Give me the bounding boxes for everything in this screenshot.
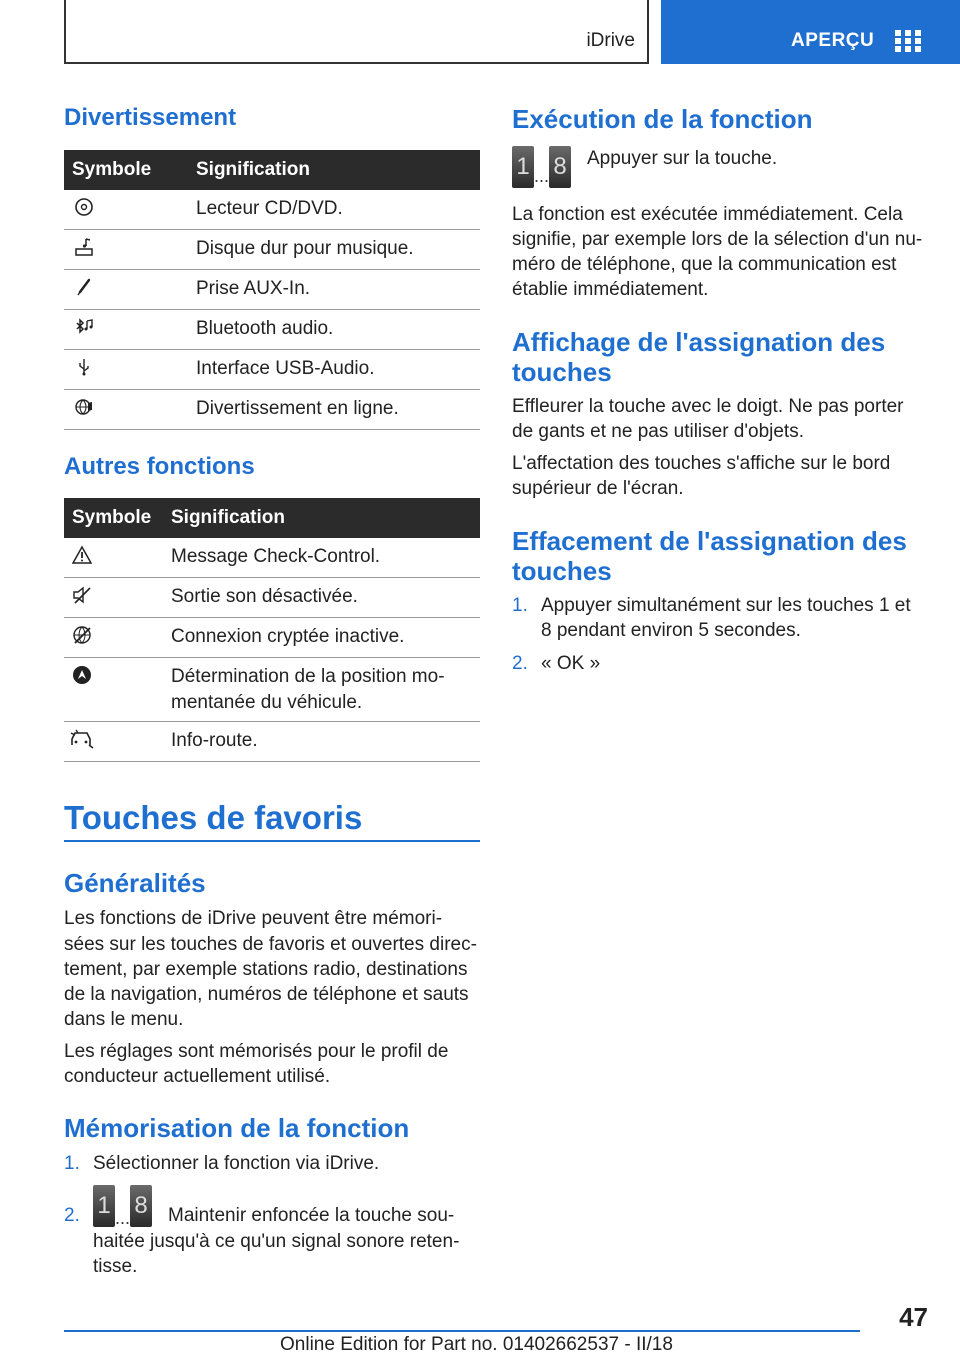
online-entertainment-icon [74,397,94,417]
clear-title-line: Effacement de l'assignation des [512,526,907,556]
list-number: 2. [64,1205,80,1226]
aux-in-icon [74,277,94,297]
list-text: 8 pendant environ 5 secondes. [541,620,801,641]
vehicle-position-icon [72,665,92,685]
display-title [512,327,885,387]
list-text: tisse. [93,1256,138,1277]
header-section-label: iDrive [586,30,635,51]
entertainment-table [64,150,480,430]
general-line: Les fonctions de iDrive peuvent être mémori- [64,908,443,929]
exec-title: Exécution de la fonction [512,104,813,134]
display-line: L'affectation des touches s'affiche sur le bord [512,453,891,474]
key-1-image: 1 [512,146,534,188]
exec-line: établie immédiatement. [512,279,709,300]
list-item [512,593,928,645]
row-text: Connexion cryptée inactive. [171,626,405,647]
display-line: de gants et ne pas utiliser d'objets. [512,421,804,442]
list-item [64,1185,480,1280]
header-chapter-tab[interactable] [661,0,960,64]
col-symbol-header: Symbole [72,159,152,180]
list-text: Appuyer simultanément sur les touches 1 et [541,595,911,616]
key-dots: ... [534,166,550,186]
table-row [64,390,480,430]
header-section-box [64,0,649,64]
exec-press-text: Appuyer sur la touche. [587,148,778,169]
usb-icon [74,357,94,377]
display-title-line: touches [512,357,612,387]
bluetooth-audio-icon [74,317,94,337]
col-meaning-header: Signification [171,507,285,528]
list-text: « OK » [541,653,601,674]
row-text: Lecteur CD/DVD. [196,198,343,219]
exec-line: La fonction est exécutée immédiatement. Cela [512,204,903,225]
list-item [64,1151,480,1177]
table-row [64,722,480,762]
row-text: Info-route. [171,730,258,751]
list-number: 1. [512,595,528,616]
list-item [512,651,928,677]
list-number: 1. [64,1153,80,1174]
row-text: Prise AUX-In. [196,278,311,299]
table-row [64,310,480,350]
other-functions-title: Autres fonctions [64,453,255,480]
exec-line: méro de téléphone, que la communication est [512,254,897,275]
general-line: conducteur actuellement utilisé. [64,1066,331,1087]
table-header [64,498,480,538]
table-row [64,190,480,230]
general-line: tement, par exemple stations radio, destinations [64,959,468,980]
table-row [64,230,480,270]
title-rule [64,840,480,842]
row-text: Divertissement en ligne. [196,398,399,419]
row-text: Détermination de la position mo- mentanée du véhicule. [171,666,445,713]
disc-icon [74,197,94,217]
display-line: Effleurer la touche avec le doigt. Ne pas porter [512,396,904,417]
encryption-inactive-icon [72,625,92,645]
key-8-image: 8 [549,146,571,188]
table-header [64,150,480,190]
clear-title-line: touches [512,556,612,586]
clear-title [512,526,907,586]
warning-triangle-icon [72,545,92,565]
exec-line: signifie, par exemple lors de la sélection d'un nu- [512,229,923,250]
grid-menu-icon[interactable] [895,30,921,52]
header-chapter-label: APERÇU [791,30,875,51]
table-row [64,270,480,310]
favorites-title: Touches de favoris [64,799,363,836]
list-text: haitée jusqu'à ce qu'un signal sonore reten- [93,1231,460,1252]
footer-edition: Online Edition for Part no. 01402662537 - II/18 [280,1334,673,1355]
key-8-image: 8 [130,1185,152,1227]
key-dots: ... [115,1208,131,1228]
row-text: Bluetooth audio. [196,318,334,339]
sound-off-icon [72,585,92,605]
entertainment-title: Divertissement [64,104,237,131]
row-text: Disque dur pour musique. [196,238,414,259]
row-text: Message Check-Control. [171,546,381,567]
table-row [64,578,480,618]
page-number: 47 [899,1302,928,1332]
table-row [64,658,480,722]
footer-rule [64,1330,860,1332]
other-functions-table [64,498,480,762]
general-line: de la navigation, numéros de téléphone et sauts [64,984,469,1005]
display-title-line: Affichage de l'assignation des [512,327,886,357]
key-range-image [93,1185,152,1231]
key-range-image [512,146,571,188]
display-line: supérieur de l'écran. [512,478,684,499]
col-symbol-header: Symbole [72,507,152,528]
list-number: 2. [512,653,528,674]
list-text: Maintenir enfoncée la touche sou- [168,1205,455,1226]
row-text: Sortie son désactivée. [171,586,358,607]
general-line: Les réglages sont mémorisés pour le profil de [64,1041,449,1062]
table-row [64,350,480,390]
table-row [64,538,480,578]
general-title: Généralités [64,868,206,898]
hard-disk-music-icon [74,237,94,257]
general-line: dans le menu. [64,1009,184,1030]
general-line: sées sur les touches de favoris et ouvertes direc- [64,934,477,955]
memorize-title: Mémorisation de la fonction [64,1113,410,1143]
list-text: Sélectionner la fonction via iDrive. [93,1153,380,1174]
col-meaning-header: Signification [196,159,310,180]
traffic-info-icon [69,729,95,749]
table-row [64,618,480,658]
row-text: Interface USB-Audio. [196,358,375,379]
key-1-image: 1 [93,1185,115,1227]
